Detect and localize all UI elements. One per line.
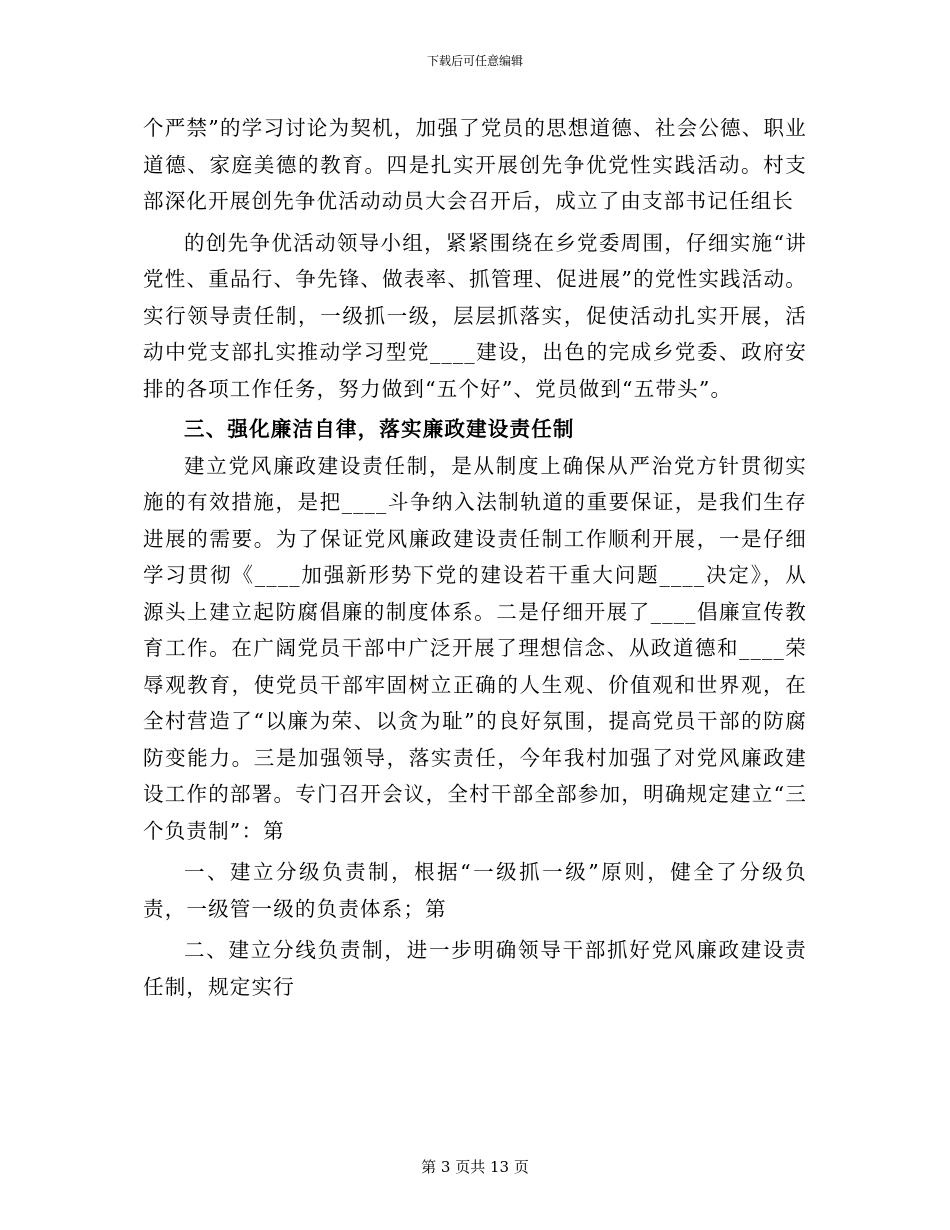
document-body	[143, 110, 807, 1005]
page-footer: 第 3 页共 13 页	[421, 1158, 529, 1176]
paragraph-3: 建立党风廉政建设责任制，是从制度上确保从严治党方针贯彻实施的有效措施，是把____斗争纳入法制轨道的重要保证，是我们生存进展的需要。为了保证党风廉政建设责任制工作顺利开展，一是仔细学习贯彻《____加强新形势下党的建设若干重大问题____决定》，从源头上建立起防腐倡廉的制度体系。二是仔细开展了____倡廉宣传教育工作。在广阔党员干部中广泛开展了理想信念、从政道德和____荣辱观教育，使党员干部牢固树立正确的人生观、价值观和世界观，在全村营造了“以廉为荣、以贪为耻”的良好氛围，提高党员干部的防腐防变能力。三是加强领导，落实责任，今年我村加强了对党风廉政建设工作的部署。专门召开会议，全村干部全部参加，明确规定建立“三个负责制”：第	[143, 453, 807, 843]
paragraph-5: 二、建立分线负责制，进一步明确领导干部抓好党风廉政建设责任制，规定实行	[143, 938, 807, 999]
paragraph-4: 一、建立分级负责制，根据“一级抓一级”原则，健全了分级负责，一级管一级的负责体系；第	[143, 860, 807, 921]
paragraph-2: 的创先争优活动领导小组，紧紧围绕在乡党委周围，仔细实施“讲党性、重品行、争先锋、做表率、抓管理、促进展”的党性实践活动。实行领导责任制，一级抓一级，层层抓落实，促使活动扎实开展，活动中党支部扎实推动学习型党____建设，出色的完成乡党委、政府安排的各项工作任务，努力做到“五个好”、党员做到“五带头”。	[143, 230, 807, 401]
section-heading-3: 三、强化廉洁自律，落实廉政建设责任制	[184, 417, 575, 441]
paragraph-1: 个严禁”的学习讨论为契机，加强了党员的思想道德、社会公德、职业道德、家庭美德的教育。四是扎实开展创先争优党性实践活动。村支部深化开展创先争优活动动员大会召开后，成立了由支部书记任组长	[143, 116, 807, 213]
page-header: 下载后可任意编辑	[426, 54, 523, 68]
